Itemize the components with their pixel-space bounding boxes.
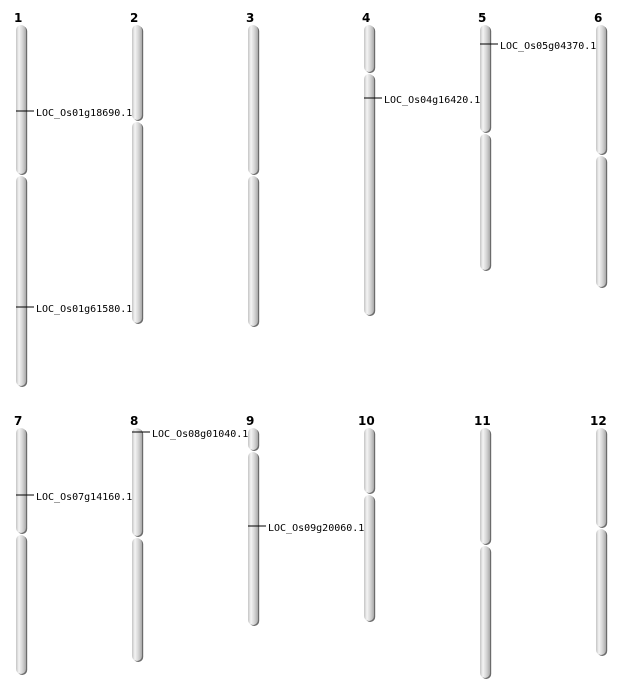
chromosome-number: 2 [130,11,139,25]
chromosome-arm-q [596,529,606,655]
chromosome-arm-q [480,546,490,678]
chromosome-number: 7 [14,414,23,428]
gene-marker-label: LOC_Os01g61580.1 [36,304,133,315]
chromosome-number: 12 [590,414,607,428]
chromosome-11 [474,414,491,679]
chromosome-arm-p [16,25,26,174]
chromosome-6 [594,11,607,288]
chromosome-arm-q [480,134,490,270]
chromosome-arm-p [132,25,142,120]
chromosome-arm-p [132,428,142,536]
chromosome-arm-q [132,538,142,661]
chromosome-arm-q [364,74,374,315]
chromosome-arm-p [480,428,490,544]
chromosome-arm-q [132,122,142,323]
chromosome-arm-q [248,452,258,625]
chromosome-arm-p [16,428,26,533]
chromosome-3 [246,11,259,327]
chromosome-arm-p [364,428,374,493]
chromosome-number: 10 [358,414,375,428]
chromosome-number: 8 [130,414,139,428]
chromosome-arm-q [596,156,606,287]
chromosome-number: 6 [594,11,603,25]
chromosome-12 [590,414,607,656]
chromosome-10 [358,414,375,622]
chromosome-arm-p [248,428,258,450]
gene-marker-label: LOC_Os09g20060.1 [268,523,365,534]
chromosome-number: 3 [246,11,255,25]
chromosome-5 [478,11,596,271]
chromosome-number: 5 [478,11,487,25]
gene-marker-label: LOC_Os07g14160.1 [36,492,133,503]
chromosome-9 [246,414,364,626]
chromosome-arm-q [16,535,26,674]
chromosome-7 [14,414,132,675]
chromosome-arm-p [480,25,490,132]
chromosome-4 [362,11,480,316]
chromosome-arm-p [596,428,606,527]
chromosome-2 [130,11,143,324]
chromosome-number: 11 [474,414,491,428]
gene-marker-label: LOC_Os08g01040.1 [152,429,249,440]
chromosome-arm-q [16,176,26,386]
chromosome-arm-q [364,495,374,621]
chromosome-number: 1 [14,11,23,25]
chromosome-number: 9 [246,414,255,428]
chromosome-8 [130,414,248,662]
gene-marker-label: LOC_Os05g04370.1 [500,41,597,52]
chromosome-arm-p [596,25,606,154]
chromosome-arm-p [364,25,374,72]
gene-marker-label: LOC_Os04g16420.1 [384,95,481,106]
chromosome-arm-q [248,176,258,326]
chromosome-number: 4 [362,11,371,25]
chromosome-arm-p [248,25,258,174]
chromosome-1 [14,11,132,387]
gene-marker-label: LOC_Os01g18690.1 [36,108,133,119]
